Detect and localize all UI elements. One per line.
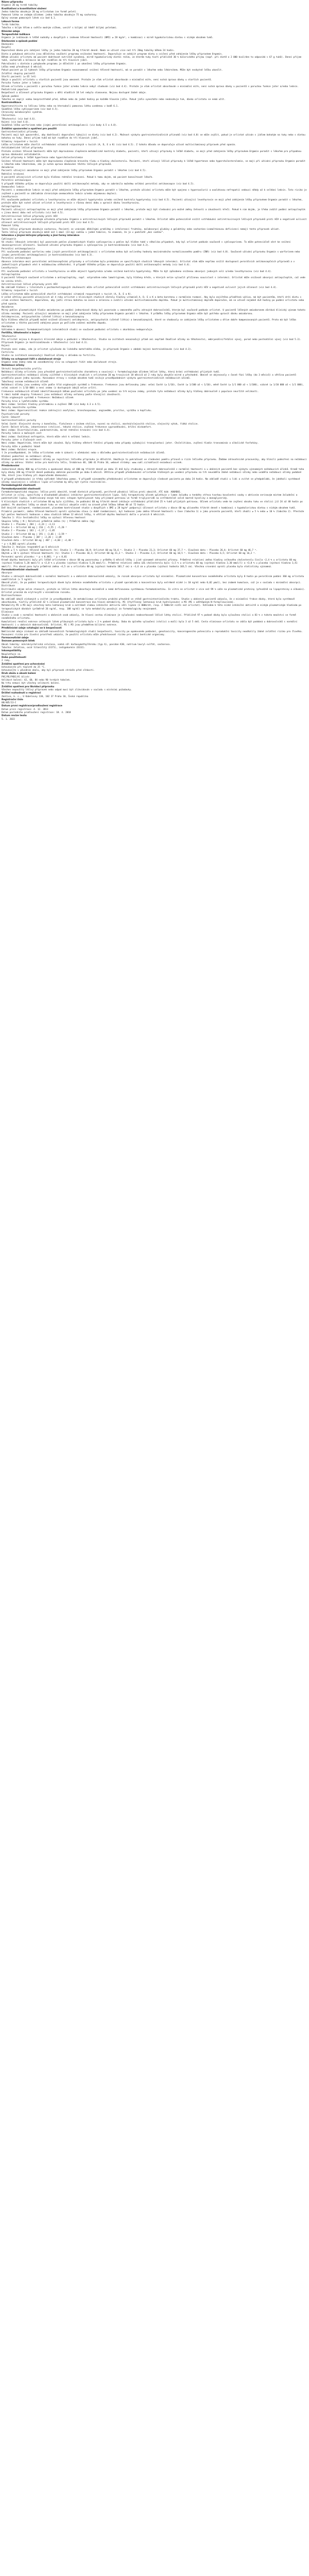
document-paragraph: Snížení tělesné hmotnosti může být doprovázeno zlepšením krevního tlaku a hladiny cholesterolu. Pacienti, kteří užívají léčivé přípravky k léčbě hypertenze nebo hypercholesterolemie, se mají při užívání přípravku Orgamin poradit s lékařem nebo lékárníkem, zda je nutná úprava dávkování těchto léčivých přípravků.: [2, 160, 307, 166]
document-paragraph: Poruchy kůže a podkožní tkáně: [2, 445, 41, 448]
document-paragraph: Absorpce: [2, 572, 12, 575]
document-paragraph: Pacienti užívající amiodaron se mají před zahájením léčby přípravkem Orgamin poradit s lékařem (viz bod 4.5).: [2, 170, 147, 173]
document-paragraph: Mírný pokles plazmatických hladin amiodaronu po podání jednorázové dávky byl pozorován u omezeného počtu zdravých dobrovolníků, kterým byl současně podáván orlistat. U pacientů léčených amiodaronem zůstává klinický význam tohoto účinku neznámý. Pacienti užívající amiodaron se mají před zahájením léčby přípravkem Orgamin poradit s lékařem. V průběhu léčby přípravkem Orgamin může být potřeba upravit dávku amiodaronu.: [2, 309, 307, 315]
document-paragraph: Farmakoterapeutická skupina: léčiva proti obezitě, kromě dietních přípravků, periferně působící léčiva proti obezitě, ATC kód: A08AB01.: [2, 490, 182, 494]
document-paragraph: Antidiabetické léčivé přípravky: [2, 147, 43, 150]
document-paragraph: 5. 1. 2022: [2, 718, 15, 721]
document-paragraph: V rámci každé skupiny frekvencí jsou nežádoucí účinky seřazeny podle klesající závažnosti.: [2, 393, 122, 396]
document-paragraph: Studie 1 — Orlistat 60 mg | 216 | −5,55 | −5,20 ᵃ: [2, 527, 67, 530]
document-paragraph: Antiepileptika: [2, 273, 21, 276]
document-paragraph: Metabolity M1 a M3 mají otevřený beta-laktonový kruh a extrémně slabou inhibiční aktivitu vůči lipáze (1 000krát, resp. 2 500krát nižší než orlistat). Vzhledem k této nízké inhibiční aktivitě a nízkým plazmatickým hladinám po terapeutických dávkách (průměrně 26 ng/ml, resp. 108 ng/ml) se tyto metabolity považují za farmakologicky nevýznamné.: [2, 604, 303, 611]
document-paragraph: Není známo: Divertikulitida, pankreatitida, mírné rektální krvácení (viz bod 4.4).: [2, 429, 111, 432]
document-paragraph: Tento léčivý přípravek obsahuje méně než 1 mmol (23 mg) sodíku v jedné tobolce, to znamená, že je v podstatě „bez sodíku“.: [2, 231, 164, 234]
document-paragraph: Kojení: [2, 345, 10, 348]
document-paragraph: Není známo: Bulózní erupce.: [2, 448, 38, 451]
document-paragraph: Obsah tobolky: mikrokrystalická celulosa, sodná sůl karboxymethylškrobu (typ A), povidon K30, natrium-lauryl-sulfát, sacharosa.: [2, 643, 171, 646]
document-paragraph: Akarbóza: [2, 325, 12, 328]
document-paragraph: Úplný seznam pomocných látek viz bod 6.1.: [2, 17, 57, 20]
document-paragraph: Studie u osob s normální hmotností a obézních osob ukázaly, že hlavní cestou eliminace je vylučování neabsorbované léčivé látky stolicí. Přibližně 97 % podané dávky bylo vyloučeno stolicí a 83 % z tohoto množství ve formě nezměněného orlistatu.: [2, 614, 298, 620]
document-paragraph: PVC/PE/PVDC/Al blistr.: [2, 675, 31, 679]
document-paragraph: Protože snížení tělesné hmotnosti může být doprovázeno zlepšením metabolické kontroly diabetu, pacienti, kteří užívají přípravky k léčbě diabetu, se mají před zahájením léčby přípravkem Orgamin poradit s lékařem pro případnou úpravu dávkování antidiabetik.: [2, 150, 303, 156]
document-paragraph: U pacientů léčených současně orlistatem a antiepileptiky, např. valproátem nebo lamotriginem, byly hlášeny křeče, u kterých nelze vyloučit příčinnou souvislost s interakcí. Orlistat může snižovat absorpci antiepileptik, což vede ke vzniku křečí.: [2, 277, 307, 283]
document-paragraph: Během užívání orlistatu má pacient dodržovat nutričně vyvážený, mírně hypokalorický dietní režim, ve kterém tuky tvoří přibližně 30 % kalorického příjmu (např. při dietě o 2 000 kcal/den to odpovídá < 67 g tuků). Denní příjem tuků, sacharidů a bílkovin má být rozdělen do tří hlavních jídel.: [2, 56, 303, 62]
document-paragraph: Na základě hlášení v literatuře a postmarketingových zkušeností může orlistat potenciálně snížit vstřebávání antiretrovirových léčivých přípravků proti HIV a negativně ovlivnit jejich účinnost (viz bod 4.4).: [2, 286, 278, 290]
document-paragraph: Jednorázové dávky 800 mg orlistatu a opakované dávky až 400 mg třikrát denně po dobu 15 dnů byly studovány u zdravých dobrovolníků s normální hmotností a u obézních pacientů bez výskytu významných nežádoucích účinků. Kromě toho byly dávky 240 mg třikrát denně podávány obézním pacientům po dobu 6 měsíců. Většina případů předávkování orlistatem hlášených po uvedení přípravku na trh neuváděla žádné nežádoucí účinky nebo uváděla nežádoucí účinky podobné těm, které jsou hlášeny při doporučeném dávkování.: [2, 468, 305, 478]
document-paragraph: Antiretrovirové léčivé přípravky proti HIV: [2, 215, 58, 218]
document-paragraph: Tobolka se zapíjí vodou bezprostředně před, během nebo do jedné hodiny po každém hlavním jídle. Pokud jídlo vynecháte nebo neobsahuje tuk, dávka orlistatu se nemá užít.: [2, 98, 226, 101]
section-heading: Farmakodynamické vlastnosti: [2, 487, 41, 490]
document-paragraph: Uchovávejte v původním obalu, aby byl přípravek chráněn před vlhkostí.: [2, 669, 95, 672]
section-heading: Klinické údaje: [2, 30, 20, 33]
section-heading: Doba použitelnosti: [2, 656, 26, 659]
document-paragraph: Léčivé přípravky k léčbě hypertenze nebo hypercholesterolemie: [2, 157, 83, 160]
document-paragraph: Perorální antikoncepce: [2, 257, 31, 260]
document-paragraph: Léčba orlistatem může potenciálně zhoršit vstřebávání vitaminů rozpustných v tucích (A, D, E a K).: [2, 293, 132, 296]
document-paragraph: Časté: Úzkost†: [2, 416, 21, 419]
document-paragraph: Nežádoucí účinky orlistatu jsou převážně gastrointestinálního charakteru a souvisejí s farmakologickým účinkem léčivé látky, který brání vstřebávání přijatých tuků.: [2, 370, 220, 374]
document-paragraph: Úbytek ≥ 5 % výchozí tělesné hmotnosti (%): Studie 1 — Placebo 30,9; Orlistat 60 mg 54,6 ᵃ. Studie 2 — Placebo 21,3; Orlistat 60 mg 37,7 ᵃ. Sloučená data — Placebo 26,4; Orlistat 60 mg 46,7 ᵃ.: [2, 549, 258, 552]
document-paragraph: ᵃ p < 0,001 oproti placebu: [2, 543, 37, 546]
document-paragraph: U pacientů užívajících orlistat bylo hlášeno rektální krvácení. Pokud k tomu dojde, má pacient konzultovat lékaře.: [2, 176, 153, 179]
document-paragraph: Datum první registrace: 4. 12. 2013: [2, 708, 48, 711]
document-paragraph: Při současném podávání warfarinu nebo jiných perorálních antikoagulancií s orlistatem mohou být ovlivněny hodnoty mezinárodního normalizovaného poměru (INR) (viz bod 4.8). Současné užívání přípravku Orgamin s warfarinem nebo jinými perorálními antikoagulancii je kontraindikováno (viz bod 4.3).: [2, 250, 302, 257]
document-paragraph: Není známo: Hypersenzitivní reakce zahrnující anafylaxi, bronchospasmus, angioedém, pruritus, vyrážku a kopřivku.: [2, 410, 152, 413]
document-paragraph: Dospělí: [2, 46, 11, 49]
document-paragraph: Kumulativní renální exkrece celkových látek příbuzných orlistatu byla < 2 % podané dávky. Doba do úplného vyloučení (stolicí a močí) byla 3 až 5 dnů. Cesta eliminace orlistatu se zdála být podobná u dobrovolníků s normální hmotností i u obézních dobrovolníků. Orlistat, M1 i M3 jsou předmětem biliární exkrece.: [2, 620, 299, 626]
document-paragraph: Všechen nepoužitý léčivý přípravek nebo odpad musí být zlikvidován v souladu s místními požadavky.: [2, 688, 132, 691]
document-paragraph: Protože není známo, zda je orlistat vylučován do lidského mateřského mléka, je přípravek Orgamin v období kojení kontraindikován (viz bod 4.3).: [2, 348, 192, 351]
document-paragraph: Velikost balení: 42, 60, 84 nebo 90 tvrdých tobolek.: [2, 679, 71, 682]
document-paragraph: Amiodaron: [2, 166, 14, 170]
section-heading: Druh obalu a obsah balení: [2, 672, 36, 675]
document-paragraph: Rektální krvácení: [2, 173, 24, 176]
document-paragraph: Účinek orlistatu u pacientů s poruchou funkce jater a/nebo ledvin nebyl studován (viz bod 4.4). Protože je však orlistat absorbován v minimální míře, není nutná úprava dávky u pacientů s poruchou funkce jater a/nebo ledvin.: [2, 85, 299, 88]
document-paragraph: Perorální antikoncepce: [2, 179, 31, 182]
document-paragraph: Orgamin je indikován k léčbě nadváhy u dospělých s indexem tělesné hmotnosti (BMI) ≥ 28 kg/m², v kombinaci s mírně hypokalorickou dietou s nízkým obsahem tuků.: [2, 37, 214, 40]
document-paragraph: Levothyroxin: [2, 195, 18, 198]
document-paragraph: Tabulka 1: Vliv šestiměsíční léčby na výchozí tělesnou hmotnost: [2, 517, 85, 520]
document-paragraph: Psychiatrické poruchy: [2, 413, 30, 416]
document-paragraph: Přípravek Orgamin je kontraindikován v těhotenství (viz bod 4.3).: [2, 342, 89, 345]
document-paragraph: Distribuce: [2, 585, 15, 588]
document-paragraph: Vzhledem k absenci farmakokinetických interakčních studií se současné podávání orlistatu s akarbózou nedoporučuje.: [2, 328, 153, 331]
document-paragraph: Pomocné látky: [2, 225, 19, 228]
document-paragraph: Na trhu nemusí být všechny velikosti balení.: [2, 682, 60, 685]
document-paragraph: Tobolka: želatina, oxid titaničitý (E171), indigokarmín (E132).: [2, 647, 85, 650]
section-heading: Registrační číslo: [2, 698, 23, 701]
document-paragraph: Antiepileptika: [2, 205, 21, 208]
section-heading: Dávkování a způsob podání: [2, 40, 38, 43]
document-paragraph: Není známo: Hepatitida, která může být závažná. Byly hlášeny některé fatální případy nebo případy vyžadující transplantaci jater. Cholelitiáza, zvýšení hladin transamináz a alkalické fosfatázy.: [2, 442, 259, 445]
document-paragraph: Orgamin nemá žádný nebo má zanedbatelný vliv na schopnost řídit nebo obsluhovat stroje.: [2, 361, 118, 364]
document-paragraph: Hlášení podezření na nežádoucí účinky po registraci léčivého přípravku je důležité. Umožňuje to pokračovat ve sledování poměru přínosů a rizik léčivého přípravku. Žádáme zdravotnické pracovníky, aby hlásili podezření na nežádoucí účinky na adresu: Státní ústav pro kontrolu léčiv, Šrobárova 48, 100 41 Praha 10, webové stránky: www.sukl.cz/nahlasit-nezadouci-ucinek.: [2, 458, 308, 465]
document-paragraph: Léčba nemá přesáhnout 6 měsíců.: [2, 65, 43, 69]
document-paragraph: Třída orgánových systémů a frekvence: Nežádoucí účinek: [2, 397, 74, 400]
document-paragraph: Amiodaron: [2, 306, 14, 309]
document-paragraph: Hlášení podezření na nežádoucí účinky: [2, 455, 51, 458]
document-paragraph: Studie na zvířatech nenaznačují škodlivé účinky s ohledem na fertilitu.: [2, 354, 96, 358]
document-paragraph: Zvláštní skupiny pacientů: [2, 72, 35, 75]
document-paragraph: Poruchy jater a žlučových cest: [2, 439, 42, 442]
document-paragraph: Orgamin 20 mg tvrdé tobolky: [2, 4, 38, 7]
document-paragraph: Pacienti mají být upozorněni, aby dodržovali doporučení týkající se diety (viz bod 4.2). Možnost výskytu gastrointestinálních příznaků (viz bod 4.8) se může zvýšit, pokud je orlistat užíván s jídlem bohatým na tuky nebo s dietou bohatou na tuky. Denní příjem tuků má být rozdělen do tří hlavních jídel.: [2, 134, 307, 140]
document-paragraph: Levothyroxin: [2, 267, 18, 270]
document-paragraph: Porucha funkce jater a ledvin: [2, 82, 41, 85]
document-paragraph: Pediatrická populace: [2, 89, 28, 92]
document-paragraph: Souběžná léčba cyklosporinem (viz bod 4.5).: [2, 108, 59, 111]
section-heading: Farmakokinetické vlastnosti: [2, 568, 39, 571]
section-heading: Účinky na schopnost řídit a obsluhovat stroje: [2, 358, 61, 361]
document-paragraph: Není známo: Snížení hladiny protrombinu a zvýšení INR (viz body 4.3 a 4.5).: [2, 403, 102, 406]
section-heading: Farmakologické vlastnosti: [2, 484, 36, 487]
document-paragraph: Orlistat je silný, specifický a dlouhodobě působící inhibitor gastrointestinálních lipáz. Svůj terapeutický účinek uplatňuje v lumen žaludku a tenkého střeva tvorbou kovalentní vazby s aktivním serinovým místem žaludeční a pankreatické lipázy. Inaktivovaný enzym tak není schopen hydrolyzovat tuky přijímané potravou ve formě triglyceridů na vstřebatelné volné mastné kyseliny a monoglyceridy.: [2, 494, 299, 500]
document-paragraph: Kromě úbytku hmotnosti byly při léčbě orlistatem v dávce 60 mg pozorovány v průběhu 6 měsíců léčby i jiné významné zdravotní přínosy. Průměrná relativní změna hladiny celkového cholesterolu činila −2,4 % u orlistatu 60 mg (výchozí hladina 5,20 mmol/l) a +2,8 % u placeba (výchozí hladina 5,26 mmol/l). Průměrná relativní změna LDL-cholesterolu byla −3,5 % u orlistatu 60 mg (výchozí hladina 3,30 mmol/l) a +3,8 % u placeba (výchozí hladina 3,41 mmol/l). Pro obvod pasu byla průměrná změna −4,5 cm u orlistatu 60 mg (výchozí hodnota 103,7 cm) a −3,6 cm u placeba (výchozí hodnota 103,5 cm). Všechna srovnání oproti placebu byla statisticky významná.: [2, 559, 299, 568]
document-paragraph: Pacienti se mají před současným užíváním přípravku Orgamin a antiretrovirových léčivých přípravků poradit s lékařem. Orlistat může potenciálně snížit vstřebávání antiretrovirových léčivých přípravků proti HIV a negativně ovlivnit účinnost antiretrovirových léčivých přípravků proti HIV (viz bod 4.5).: [2, 218, 308, 225]
document-paragraph: Ve studii lékových interakcí byl pozorován pokles plazmatických hladin cyklosporinu a pokles byl hlášen také v několika případech, kdy byl orlistat podáván současně s cyklosporinem. To může potenciálně vést ke snížení imunosupresivní účinnosti. Současné užívání přípravku Orgamin a cyklosporinu je kontraindikováno (viz bod 4.3).: [2, 241, 292, 247]
document-paragraph: Skupina léčby | N | Relativní průměrná změna (%) | Průměrná změna (kg): [2, 520, 95, 523]
document-paragraph: Velmi časté: Olejovité skvrny z konečníku, flatulence s únikem stolice, nucení na stolici, mastná/olejovitá stolice, olejovitý výtok, řídká stolice.: [2, 422, 199, 426]
document-paragraph: Chronický malabsorpční syndrom.: [2, 111, 43, 114]
document-paragraph: Doporučená dávka pro zahájení léčby je jedna tobolka 20 mg třikrát denně. Nemá se užívat více než tři 20mg tobolky během 24 hodin.: [2, 49, 175, 53]
document-paragraph: Shrnutí bezpečnostního profilu: [2, 367, 42, 370]
document-paragraph: Uchovávejte při teplotě do 25 °C.: [2, 666, 46, 669]
document-paragraph: Tobolka s bílým tělem a světle modrým víčkem, uvnitř s bílými až téměř bílými peletami.: [2, 27, 118, 30]
section-heading: Držitel rozhodnutí o registraci: [2, 692, 41, 695]
document-paragraph: Kojení (viz bod 4.6).: [2, 121, 30, 124]
document-paragraph: Dvě dvojitě zaslepené, randomizované, placebem kontrolované studie u dospělých s BMI ≥ 28 kg/m² podporují účinnost orlistatu v dávce 60 mg užívaného třikrát denně v kombinaci s hypokalorickou dietou s nízkým obsahem tuků. Primární parametr, změna tělesné hmotnosti oproti výchozímu stavu (v době randomizace), byl hodnocen jako změna tělesné hmotnosti v čase (tabulka 1) a jako procento pacientů, kteří zhubli ≥ 5 % nebo ≥ 10 % (tabulka 2). Přestože byl pokles hmotnosti hodnocen v obou studiích během 12 měsíců léčby, k většině úbytku hmotnosti došlo v prvních 6 měsících.: [2, 507, 305, 516]
section-heading: Zvláštní upozornění a opatření pro použití: [2, 127, 57, 130]
document-paragraph: Studie 2 — Placebo | 183 | −1,17 | −1,05: [2, 530, 55, 533]
section-heading: Předávkování: [2, 465, 20, 468]
document-paragraph: Pro orlistat nejsou k dispozici klinické údaje o podávání v těhotenství. Studie na zvířatech nenaznačují přímé ani nepřímé škodlivé účinky na těhotenství, embryonální/fetální vývoj, porod nebo postnatální vývoj (viz bod 5.3).: [2, 338, 302, 341]
section-heading: Datum revize textu: [2, 715, 27, 718]
document-paragraph: Pomocná látka se známým účinkem: jedna tobolka obsahuje 75 mg sacharosy.: [2, 14, 98, 17]
document-paragraph: 08/405/13-C: [2, 702, 16, 705]
document-paragraph: Jedna tobolka obsahuje 20 mg orlistatum (ve formě pelet).: [2, 10, 78, 13]
document-paragraph: Poruchy imunitního systému: [2, 406, 37, 410]
document-paragraph: Eliminace: [2, 611, 14, 614]
section-heading: Seznam pomocných látek: [2, 640, 35, 643]
section-heading: Fertilita, těhotenství a kojení: [2, 332, 40, 335]
document-paragraph: Pokračování v dietním a pohybovém programu je důležité i po ukončení léčby přípravkem Orgamin.: [2, 62, 127, 65]
document-paragraph: Poruchy krve a lymfatického systému: [2, 400, 48, 403]
document-paragraph: Časté: Bolest břicha, inkontinence (stolice), tekutá stolice, zvýšená frekvence vyprazdňování, břišní diskomfort.: [2, 426, 152, 429]
document-paragraph: Dávkování: [2, 43, 14, 46]
document-paragraph: Těhotenství (viz bod 4.6).: [2, 117, 37, 121]
document-paragraph: Studie 1 — Placebo | 204 | −3,24 | −3,11: [2, 523, 55, 526]
document-paragraph: Na základě údajů získaných u zvířat je pravděpodobné, že metabolismus orlistatu probíhá převážně ve stěně gastrointestinálního traktu. Studie u obézních pacientů ukázala, že z minimální frakce dávky, která byla systémově absorbována, tvořily přibližně 42 % celkové plazmatické koncentrace dva hlavní metabolity, M1 (čtyřčlenný laktonový kruh hydrolyzován) a M3 (M1 s odštěpeným N-formylleucinem).: [2, 598, 296, 604]
document-paragraph: Obecně platí, že po podání terapeutických dávek byla detekce nezměněného orlistatu v plazmě sporadická a koncentrace byly extrémně nízké (< 10 ng/ml nebo 0,02 µmol), bez známek kumulace, což je v souladu s minimální absorpcí.: [2, 582, 302, 585]
document-paragraph: Cholestáza.: [2, 114, 16, 117]
document-paragraph: Tabulka 2: Analýza respondérů po 6 měsících: [2, 546, 59, 549]
document-paragraph: Nežádoucí účinky jsou uvedeny níže podle tříd orgánových systémů a frekvence. Frekvence jsou definovány jako: velmi časté (≥ 1/10), časté (≥ 1/100 až < 1/10), méně časté (≥ 1/1 000 až < 1/100), vzácné (≥ 1/10 000 až < 1/1 000), velmi vzácné (< 1/10 000) a není známo (z dostupných údajů nelze určit).: [2, 384, 305, 390]
document-paragraph: Starší pacienti (≥ 65 let): [2, 75, 37, 78]
document-paragraph: Gastrointestinální nežádoucí účinky zjištěné v klinických studiích s orlistatem 20 mg trvajících 18 měsíců až 2 roky byly obvykle mírné a přechodné. Obecně se objevovaly v časné fázi léčby (do 3 měsíců) a většina pacientů prodělala pouze jednu epizodu. Konzumace stravy s nízkým obsahem tuků snižuje pravděpodobnost výskytu gastrointestinálních nežádoucích účinků.: [2, 374, 298, 380]
section-heading: Terapeutické indikace: [2, 33, 30, 36]
document-paragraph: Pokud pacient po 12 týdnech léčby přípravkem Orgamin nezaznamenal snížení tělesné hmotnosti, má se poradit s lékařem nebo lékárníkem. Může být nezbytné léčbu ukončit.: [2, 69, 223, 72]
section-heading: Datum první registrace/prodloužení registrace: [2, 705, 62, 708]
document-paragraph: Dieta a pohybová aktivita jsou důležitou součástí programu snižování hmotnosti. Doporučuje se zahájit program diety a cvičení před zahájením léčby přípravkem Orgamin.: [2, 53, 223, 56]
document-paragraph: V případě předávkování je třeba vyhledat lékařskou pomoc. V případě významného předávkování orlistatem se doporučuje sledovat pacienta po dobu 24 hodin. Na základě studií u lidí a zvířat se předpokládá, že jakékoli systémové účinky související s inhibicí lipáz orlistatem by měly být rychle reverzibilní.: [2, 478, 302, 484]
document-paragraph: V klinických studiích s orlistatem 60 mg bylo zjištěno, že podávání 60 mg třikrát denně inhibuje vstřebávání přibližně 25 % tuků přijatých potravou. Účinek orlistatu vede ke zvýšení obsahu tuku ve stolici již 24 až 48 hodin po podání. Po ukončení léčby se obsah tuku ve stolici obvykle vrátí na úroveň před léčbou během 48 až 72 hodin.: [2, 500, 304, 507]
section-heading: Kvalitativní a kvantitativní složení: [2, 7, 46, 10]
document-paragraph: Studie 2 — Orlistat 60 mg | 191 | −3,66 | −3,59 ᵃ: [2, 533, 67, 536]
document-paragraph: Sloučená data — Orlistat 60 mg | 407 | −4,60 | −4,40 ᵃ: [2, 539, 74, 543]
document-paragraph: Zentiva, k. s., U Kabelovny 130, 102 37 Praha 10, Česká republika: [2, 695, 89, 698]
document-paragraph: V případě těžkého průjmu se doporučuje použití další antikoncepční metody, aby se zabránilo možnému selhání perorální antikoncepce (viz bod 4.5).: [2, 182, 195, 185]
document-paragraph: Souběžná léčba warfarinem nebo jinými perorálními antikoagulancii (viz body 4.5 a 4.8).: [2, 124, 118, 127]
document-paragraph: Datum posledního prodloužení registrace: 18. 4. 2018: [2, 711, 71, 715]
section-heading: Kontraindikace: [2, 101, 22, 105]
document-paragraph: Posouzení rizika pro životní prostředí ukázalo, že použití orlistatu může představovat riziko pro vodní bentické organismy.: [2, 633, 166, 636]
document-paragraph: Fertilita: [2, 351, 14, 354]
document-paragraph: Bezpečnost a účinnost přípravku Orgamin u dětí mladších 18 let nebyla stanovena. Nejsou dostupné žádné údaje.: [2, 92, 147, 95]
document-paragraph: Bylo hlášeno několik případů možné snížené účinnosti antidepresiv, antipsychotik (včetně lithia) a benzodiazepinů, které se shodovaly se zahájením léčby orlistatem u dříve dobře kompenzovaných pacientů. Proto má být léčba orlistatem u těchto pacientů zahájena pouze po pečlivém zvážení možného dopadu.: [2, 319, 298, 325]
document-paragraph: Pacienti s onemocněním ledvin se mají před zahájením léčby přípravkem Orgamin poradit s lékařem, protože užívání orlistatu může být spojeno s hyperoxalurií a oxalátovou nefropatií vedoucí někdy až k selhání ledvin. Toto riziko je zvýšené u pacientů se základním chronickým onemocněním ledvin a/nebo objemovou deplecí.: [2, 189, 308, 195]
document-paragraph: Neuplatňuje se.: [2, 653, 22, 656]
section-heading: Nežádoucí účinky: [2, 364, 25, 367]
document-paragraph: Frekvence nežádoucích účinků identifikovaných během používání orlistatu po jeho uvedení na trh nejsou známy, protože tyto nežádoucí účinky byly hlášeny dobrovolně z populace neurčité velikosti.: [2, 390, 259, 393]
document-paragraph: U velké většiny pacientů užívajících až 4 roky orlistat v klinických studiích zůstaly hladiny vitaminů A, D, E a K a beta-karotenu v normálním rozmezí. Aby byla zajištěna přiměřená výživa, má být pacientům, kteří drží dietu s cílem snížení hmotnosti, doporučeno, aby jedli stravu bohatou na ovoce a zeleninu a zvážili užívání multivitaminového doplňku. Pokud je multivitaminový doplněk doporučen, má se užívat nejméně dvě hodiny po podání orlistatu nebo před spaním.: [2, 296, 305, 306]
document-paragraph: Údaje o použití orlistatu u starších pacientů jsou omezené. Protože je však orlistat absorbován v minimální míře, není nutná úprava dávky u starších pacientů.: [2, 79, 212, 82]
section-heading: Předklinické údaje vztahující se k bezpečnosti: [2, 627, 62, 630]
section-heading: Zvláštní opatření pro likvidaci přípravku: [2, 685, 55, 688]
document-paragraph: Hypersenzitivita na léčivou látku nebo na kteroukoli pomocnou látku uvedenou v bodě 6.1.: [2, 105, 119, 108]
document-paragraph: Gastrointestinální příznaky: [2, 130, 38, 133]
document-paragraph: Distribuční objem nelze stanovit, protože se léčivá látka absorbuje minimálně a nemá definovanou systémovou farmakokinetiku. In vitro se orlistat z více než 99 % váže na plazmatické proteiny (převážně na lipoproteiny a albumin). Orlistat proniká do erytrocytů v minimálním rozsahu.: [2, 588, 307, 595]
document-paragraph: Sloučená data — Placebo | 387 | −2,20 | −2,09: [2, 536, 62, 539]
document-paragraph: Antiretrovirové léčivé přípravky proti HIV: [2, 283, 58, 286]
document-paragraph: Při současném podávání orlistatu a levothyroxinu se může objevit hypotyreóza a/nebo snížená kontrola hypotyreózy. Může to být způsobeno sníženou absorpcí jodových solí a/nebo levothyroxinu (viz bod 4.4).: [2, 270, 272, 273]
document-paragraph: Gastrointestinální poruchy: [2, 419, 37, 422]
section-heading: Název přípravku: [2, 1, 23, 4]
document-paragraph: Porovnání oproti placebu: ᵃ p < 0,001; ᵇ p < 0,01: [2, 555, 67, 558]
document-paragraph: Vitaminy rozpustné v tucích: [2, 290, 38, 293]
document-paragraph: Tvrdá tobolka.: [2, 24, 21, 27]
document-paragraph: Vitaminy rozpustné v tucích: [2, 140, 38, 143]
document-paragraph: † Je pravděpodobné, že léčba orlistatem vede k úzkosti v očekávání nebo v důsledku gastrointestinálních nežádoucích účinků.: [2, 452, 166, 455]
document-paragraph: Onemocnění ledvin: [2, 185, 24, 189]
document-paragraph: Cyklosporin: [2, 238, 16, 241]
document-body: [0, 0, 309, 721]
section-heading: Farmaceutické údaje: [2, 637, 29, 640]
document-paragraph: Antidepresiva, antipsychotika (včetně lithia) a benzodiazepiny: [2, 315, 84, 318]
document-paragraph: Těhotenství: [2, 335, 16, 338]
document-paragraph: Studie u zdravých dobrovolníků s normální hmotností a u obézních dobrovolníků ukázaly, že rozsah absorpce orlistatu byl minimální. Plazmatické koncentrace nezměněného orlistatu byly 8 hodin po perorálním podání 360 mg orlistatu neměřitelné (< 5 ng/ml).: [2, 575, 305, 581]
document-paragraph: Úbytek ≥ 10 % výchozí tělesné hmotnosti (%): Studie 1 — Placebo 10,3; Orlistat 60 mg 21,3 ᵇ. Studie 2 — Placebo 2,2; Orlistat 60 mg 10,5 ᵇ. Sloučená data — Placebo 6,5; Orlistat 60 mg 16,2 ᵃ.: [2, 552, 256, 555]
section-heading: Zvláštní opatření pro uchovávání: [2, 663, 45, 666]
document-paragraph: Tento léčivý přípravek obsahuje sacharosu. Pacienti se vzácnými dědičnými problémy s intolerancí fruktózy, malabsorpcí glukózy a galaktózy nebo sacharázo-izomaltázovou deficiencí nemají tento přípravek užívat.: [2, 228, 280, 231]
document-paragraph: Biotransformace: [2, 595, 22, 598]
document-paragraph: Není známo: Oxalátová nefropatie, která může vést k selhání ledvin.: [2, 435, 91, 438]
document-paragraph: Absence interakce mezi perorálními antikoncepčními přípravky a orlistatem byla prokázána ve specifických studiích lékových interakcí. Orlistat však může nepřímo snížit dostupnost perorálních antikoncepčních přípravků a v jednotlivých případech vést k nežádoucímu otěhotnění. V případě těžkého průjmu se doporučuje použití další antikoncepční metody (viz bod 4.4).: [2, 260, 296, 267]
section-heading: Inkompatibility: [2, 650, 22, 653]
document-paragraph: Pacienti užívající antiepileptika se mají před zahájením léčby přípravkem Orgamin poradit s lékařem, protože mají být sledováni pro možné změny četnosti a závažnosti křečí. Pokud k nim dojde, je třeba zvážit podání antiepileptik v jinou denní dobu než orlistatu (viz bod 4.5).: [2, 209, 307, 215]
document-paragraph: Léčba orlistatem může zhoršit vstřebávání vitaminů rozpustných v tucích (A, D, E a K) (viz bod 4.5). Z tohoto důvodu se doporučuje užívat multivitaminový přípravek před spaním.: [2, 144, 236, 147]
document-paragraph: Neklinické údaje získané na základě konvenčních farmakologických studií bezpečnosti, toxicity po opakovaném podávání, genotoxicity, kancerogenního potenciálu a reprodukční toxicity neodhalily žádné zvláštní riziko pro člověka.: [2, 630, 303, 633]
document-paragraph: 2 roky.: [2, 659, 11, 663]
section-heading: Léková forma: [2, 20, 20, 23]
document-paragraph: Poruchy ledvin a močových cest: [2, 432, 42, 435]
document-paragraph: Tabulkový seznam nežádoucích účinků: [2, 380, 48, 383]
document-paragraph: Způsob podání: [2, 95, 19, 98]
document-paragraph: Perorální antikoagulancia: [2, 247, 35, 250]
document-paragraph: Při současném podávání orlistatu a levothyroxinu se může objevit hypotyreóza a/nebo snížená kontrola hypotyreózy (viz bod 4.5). Pacienti užívající levothyroxin se mají před zahájením léčby přípravkem Orgamin poradit s lékařem, protože může být nutné užívat orlistat a levothyroxin v různou denní dobu a upravit dávku levothyroxinu.: [2, 199, 304, 205]
section-heading: Interakce s jinými léčivými přípravky a jiné formy interakce: [2, 234, 80, 238]
